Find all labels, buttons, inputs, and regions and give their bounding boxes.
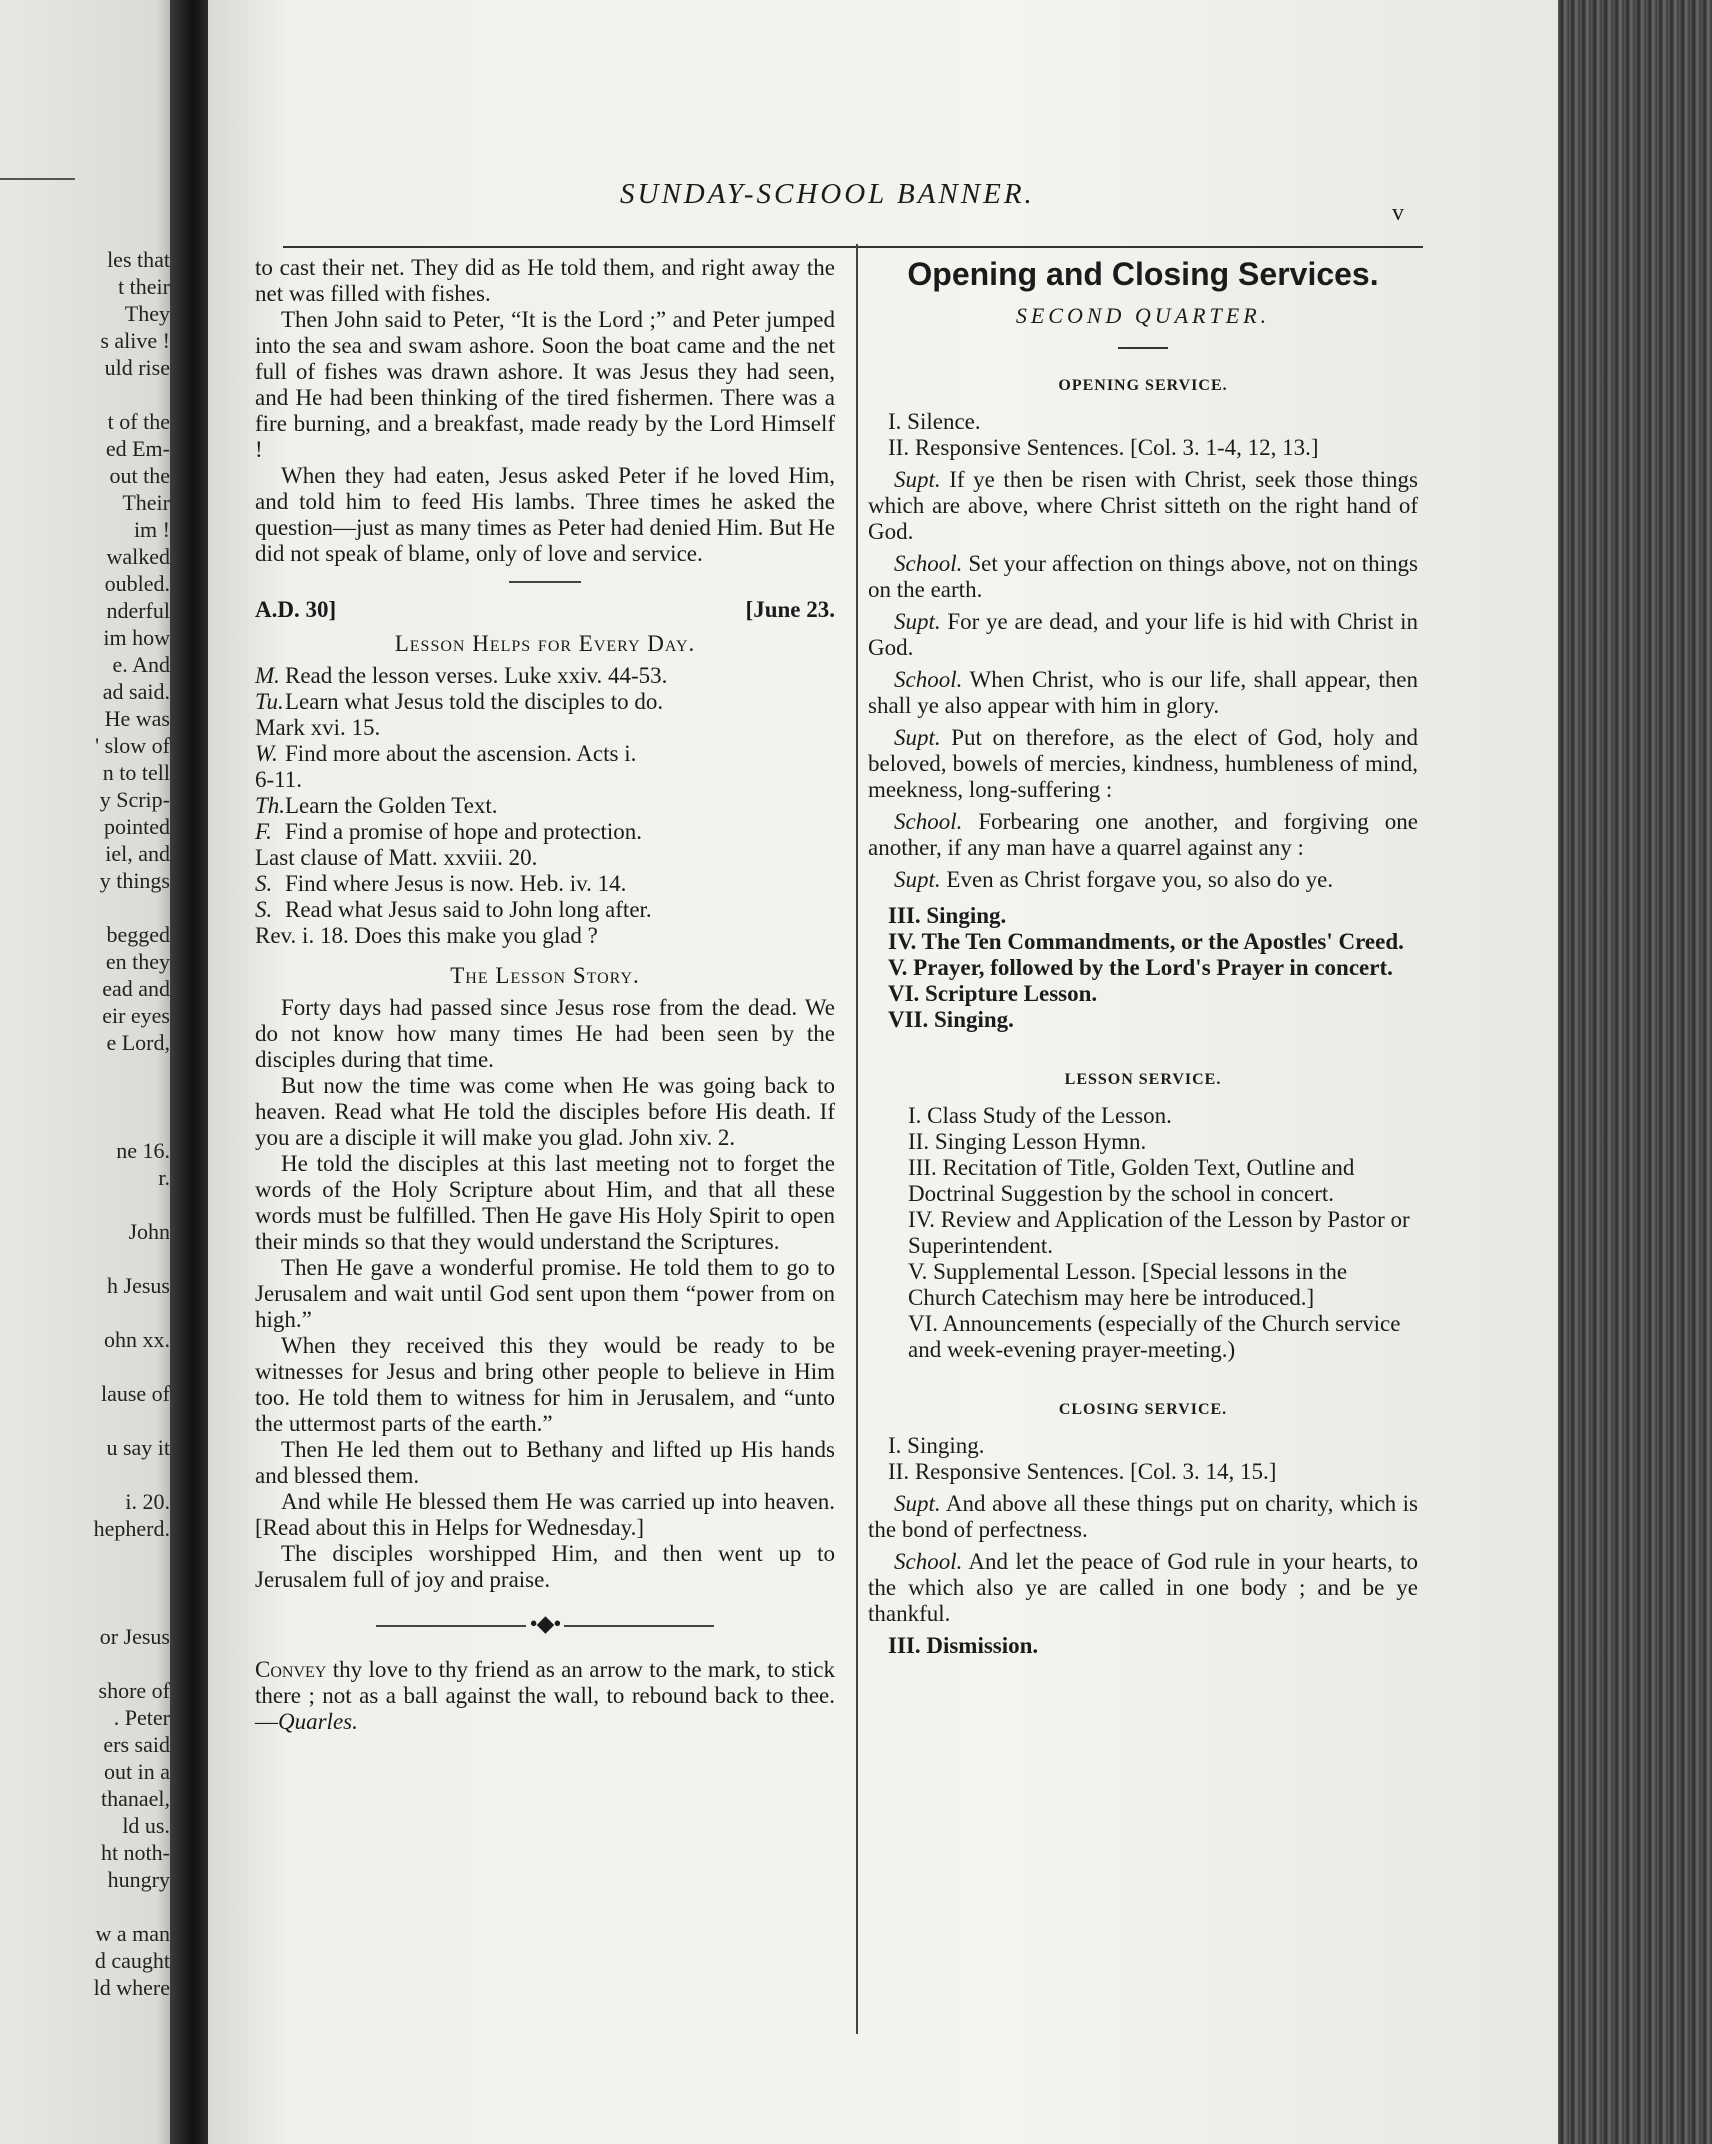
- facing-page-line: shore of: [98, 1678, 170, 1703]
- quote-author: Quarles.: [278, 1709, 358, 1734]
- facing-page-line: [20, 1056, 170, 1083]
- quote-lead: Convey: [255, 1657, 327, 1682]
- response-text: Set your affection on things above, not on things on the earth.: [868, 551, 1418, 602]
- facing-page-line: e Lord,: [106, 1030, 170, 1055]
- response-text: And above all these things put on charity, which is the bond of perfectness.: [868, 1491, 1418, 1542]
- lesson-item: II. Singing Lesson Hymn.: [908, 1129, 1147, 1154]
- facing-page-line: out in a: [104, 1759, 170, 1784]
- response-speaker: School.: [894, 1549, 963, 1574]
- response-line: [868, 609, 1418, 661]
- response-text: And let the peace of God rule in your hearts, to the which also ye are called in one body ; and be ye thankful.: [868, 1549, 1418, 1626]
- lesson-service-heading: LESSON SERVICE.: [1064, 1071, 1222, 1088]
- left-column: [255, 255, 835, 1735]
- facing-page-line: They: [124, 301, 170, 326]
- facing-page-rule: [0, 178, 75, 180]
- story-paragraph: When they had eaten, Jesus asked Peter if he loved Him, and told him to feed His lambs. Three times he asked the question—just as many times as Peter had denied Him. But He did not speak of blame, only of love and service.: [255, 463, 835, 566]
- facing-page-line: [20, 1650, 170, 1677]
- facing-page-line: [20, 1083, 170, 1110]
- story-paragraph: Then John said to Peter, “It is the Lord ;” and Peter jumped into the sea and swam ashore. Soon the boat came and the net full of fishes was drawn ashore. It was Jesus they had seen, and He had been thinking of the tired fishermen. There was a fire burning, and a breakfast, made ready by the Lord Himself !: [255, 307, 835, 462]
- facing-page-line: r.: [158, 1165, 170, 1190]
- help-text: Read the lesson verses. Luke xxiv. 44-53.: [285, 663, 668, 688]
- story-paragraph: And while He blessed them He was carried up into heaven. [Read about this in Helps for Wednesday.]: [255, 1489, 835, 1540]
- story-heading: The Lesson Story.: [450, 963, 640, 988]
- lesson-items: [868, 1103, 1418, 1363]
- facing-page-line: ld where: [93, 1975, 170, 2000]
- response-speaker: Supt.: [894, 867, 941, 892]
- help-day: Tu.: [255, 689, 284, 714]
- response-text: When Christ, who is our life, shall appear, then shall ye also appear with him in glory.: [868, 667, 1418, 718]
- lesson-date: [255, 597, 835, 623]
- opening-service-heading: OPENING SERVICE.: [1058, 377, 1228, 394]
- opening-item: IV. The Ten Commandments, or the Apostles' Creed.: [888, 929, 1404, 954]
- facing-page-line: [20, 1596, 170, 1623]
- story-paragraph: But now the time was come when He was going back to heaven. Read what He told the disciples before His death. If you are a disciple it will make you glad. John xiv. 2.: [255, 1073, 835, 1150]
- help-item: [255, 793, 835, 819]
- help-day: Th.: [255, 793, 286, 818]
- facing-page: [0, 0, 170, 2144]
- help-day: F.: [255, 819, 272, 844]
- services-title: Opening and Closing Services.: [907, 256, 1379, 292]
- help-text: Read what Jesus said to John long after.: [285, 897, 652, 922]
- facing-page-line: iel, and: [105, 841, 170, 866]
- ornament-divider: •◆•: [255, 1611, 835, 1637]
- help-item-continued: Mark xvi. 15.: [255, 715, 381, 740]
- facing-page-line: lause of: [100, 1381, 170, 1406]
- facing-page-line: im !: [133, 517, 170, 542]
- response-line: [868, 467, 1418, 545]
- closing-item: II. Responsive Sentences. [Col. 3. 14, 15.]: [888, 1459, 1277, 1484]
- facing-page-line: ead and: [102, 976, 170, 1001]
- response-line: [868, 551, 1418, 603]
- facing-page-line: h Jesus: [107, 1273, 170, 1298]
- closing-responses: [868, 1491, 1418, 1627]
- lesson-year: A.D. 30]: [255, 597, 337, 622]
- help-text: Learn the Golden Text.: [285, 793, 498, 818]
- facing-page-line: en they: [105, 949, 170, 974]
- facing-page-line: ed Em-: [105, 436, 170, 461]
- header-rule: [283, 246, 1423, 248]
- help-day: S.: [255, 871, 273, 896]
- book-gutter: [170, 0, 208, 2144]
- opening-responses: [868, 467, 1418, 893]
- facing-page-line: pointed: [104, 814, 170, 839]
- response-text: Forbearing one another, and forgiving one another, if any man have a quarrel against any :: [868, 809, 1418, 860]
- help-item: [255, 819, 835, 845]
- response-line: [868, 809, 1418, 861]
- closing-quote: [255, 1657, 835, 1735]
- response-line: [868, 1549, 1418, 1627]
- lesson-item: III. Recitation of Title, Golden Text, Outline and Doctrinal Suggestion by the school in concert.: [908, 1155, 1355, 1206]
- help-text: Find more about the ascension. Acts i.: [285, 741, 637, 766]
- lesson-item: I. Class Study of the Lesson.: [908, 1103, 1172, 1128]
- helps-heading: Lesson Helps for Every Day.: [394, 631, 696, 656]
- facing-page-line: uld rise: [104, 355, 170, 380]
- help-text: Learn what Jesus told the disciples to do.: [285, 689, 664, 714]
- services-subtitle: SECOND QUARTER.: [1015, 303, 1271, 328]
- help-text: Find a promise of hope and protection.: [285, 819, 643, 844]
- section-separator: [509, 581, 581, 583]
- response-line: [868, 1491, 1418, 1543]
- response-speaker: Supt.: [894, 609, 941, 634]
- facing-page-line: [20, 1110, 170, 1137]
- help-item: [255, 897, 835, 923]
- help-day: M.: [255, 663, 280, 688]
- helps-list: [255, 663, 835, 949]
- facing-page-line: [20, 1542, 170, 1569]
- facing-page-line: ers said: [103, 1732, 170, 1757]
- facing-page-line: u say it: [106, 1435, 170, 1460]
- page-number: v: [1392, 200, 1404, 226]
- help-text: Find where Jesus is now. Heb. iv. 14.: [285, 871, 627, 896]
- response-speaker: Supt.: [894, 1491, 941, 1516]
- response-line: [868, 867, 1418, 893]
- facing-page-line: Their: [122, 490, 170, 515]
- story-paragraph: Then He led them out to Bethany and lifted up His hands and blessed them.: [255, 1437, 835, 1488]
- story-paragraph: Forty days had passed since Jesus rose from the dead. We do not know how many times He had been seen by the disciples during that time.: [255, 995, 835, 1072]
- story-paragraph: Then He gave a wonderful promise. He told them to go to Jerusalem and wait until God sent upon them “power from on high.”: [255, 1255, 835, 1332]
- response-text: Put on therefore, as the elect of God, holy and beloved, bowels of mercies, kindness, humbleness of mind, meekness, long-suffering :: [868, 725, 1418, 802]
- help-item: [255, 741, 835, 767]
- help-item: [255, 689, 835, 715]
- facing-page-line: ht noth-: [100, 1840, 170, 1865]
- closing-items: [868, 1433, 1418, 1485]
- response-speaker: School.: [894, 667, 963, 692]
- facing-page-line: n to tell: [102, 760, 170, 785]
- opening-item: VII. Singing.: [888, 1007, 1014, 1032]
- response-speaker: Supt.: [894, 467, 941, 492]
- facing-page-line: s alive !: [100, 328, 170, 353]
- facing-page-line: oubled.: [104, 571, 170, 596]
- facing-page-line: w a man: [95, 1921, 170, 1946]
- facing-page-line: im how: [103, 625, 170, 650]
- opening-item: II. Responsive Sentences. [Col. 3. 1-4, 12, 13.]: [888, 435, 1319, 460]
- help-item: [255, 871, 835, 897]
- story-paragraph: to cast their net. They did as He told them, and right away the net was filled with fishes.: [255, 255, 835, 306]
- facing-page-line: [20, 381, 170, 408]
- facing-page-line: [20, 894, 170, 921]
- response-speaker: School.: [894, 551, 963, 576]
- help-day: W.: [255, 741, 278, 766]
- response-text: For ye are dead, and your life is hid with Christ in God.: [868, 609, 1418, 660]
- story-paragraph: When they received this they would be ready to be witnesses for Jesus and bring other people to believe in Him too. He told them to witness for him in Jerusalem, and “unto the uttermost parts of the earth.”: [255, 1333, 835, 1436]
- facing-page-line: i. 20.: [125, 1489, 170, 1514]
- facing-page-line: t of the: [107, 409, 170, 434]
- facing-page-line: [20, 1407, 170, 1434]
- lesson-item: VI. Announcements (especially of the Church service and week-evening prayer-meeting.): [908, 1311, 1401, 1362]
- facing-page-line: . Peter: [113, 1705, 170, 1730]
- facing-page-line: e. And: [112, 652, 170, 677]
- opening-item: VI. Scripture Lesson.: [888, 981, 1098, 1006]
- facing-page-line: He was: [104, 706, 170, 731]
- page-stack-edge: [1558, 0, 1712, 2144]
- opening-item: I. Silence.: [888, 409, 981, 434]
- facing-page-line: nderful: [106, 598, 170, 623]
- facing-page-line: t their: [118, 274, 170, 299]
- title-rule: [1118, 347, 1168, 349]
- facing-page-line: [20, 1191, 170, 1218]
- facing-page-line: ne 16.: [116, 1138, 170, 1163]
- story-paragraph: The disciples worshipped Him, and then went up to Jerusalem full of joy and praise.: [255, 1541, 835, 1592]
- column-rule: [856, 244, 858, 2034]
- facing-page-line: hungry: [107, 1867, 170, 1892]
- facing-page-line: [20, 1569, 170, 1596]
- facing-page-line: hepherd.: [93, 1516, 170, 1541]
- facing-page-line: walked: [106, 544, 170, 569]
- facing-page-line: [20, 1299, 170, 1326]
- facing-page-line: y things: [99, 868, 170, 893]
- response-speaker: School.: [894, 809, 963, 834]
- response-text: If ye then be risen with Christ, seek those things which are above, where Christ sitteth on the right hand of God.: [868, 467, 1418, 544]
- facing-page-line: or Jesus: [99, 1624, 170, 1649]
- facing-page-line: ld us.: [122, 1813, 170, 1838]
- facing-page-line: les that: [107, 247, 170, 272]
- lesson-day: [June 23.: [745, 597, 835, 622]
- opening-item: V. Prayer, followed by the Lord's Prayer in concert.: [888, 955, 1393, 980]
- facing-page-text: [20, 246, 170, 2001]
- facing-page-line: out the: [109, 463, 170, 488]
- facing-page-line: [20, 1245, 170, 1272]
- running-title: SUNDAY-SCHOOL BANNER.: [620, 178, 1035, 210]
- help-item-continued: 6-11.: [255, 767, 303, 792]
- facing-page-line: eir eyes: [102, 1003, 170, 1028]
- lesson-item: IV. Review and Application of the Lesson by Pastor or Superintendent.: [908, 1207, 1410, 1258]
- help-day: S.: [255, 897, 273, 922]
- lesson-story: [255, 995, 835, 1593]
- facing-page-line: thanael,: [100, 1786, 170, 1811]
- quote-body: thy love to thy friend as an arrow to the mark, to stick there ; not as a ball against the wall, to rebound back to thee.—: [255, 1657, 835, 1734]
- facing-page-line: John: [128, 1219, 170, 1244]
- help-item-continued: Last clause of Matt. xxviii. 20.: [255, 845, 538, 870]
- facing-page-line: [20, 1893, 170, 1920]
- opening-items-after: [868, 903, 1418, 1033]
- facing-page-line: d caught: [94, 1948, 170, 1973]
- facing-page-line: [20, 1353, 170, 1380]
- response-line: [868, 667, 1418, 719]
- facing-page-line: ' slow of: [95, 733, 170, 758]
- closing-service-heading: CLOSING SERVICE.: [1058, 1401, 1228, 1418]
- story-paragraph: He told the disciples at this last meeting not to forget the words of the Holy Scripture about Him, and that all these words must be fulfilled. Then He gave His Holy Spirit to open their minds so that they would understand the Scriptures.: [255, 1151, 835, 1254]
- response-line: [868, 725, 1418, 803]
- opening-item: III. Singing.: [888, 903, 1007, 928]
- opening-items: [868, 409, 1418, 461]
- lesson-item: V. Supplemental Lesson. [Special lessons in the Church Catechism may here be introduced.]: [908, 1259, 1348, 1310]
- facing-page-line: [20, 1461, 170, 1488]
- story-continued: [255, 255, 835, 567]
- facing-page-line: ohn xx.: [104, 1327, 170, 1352]
- response-speaker: Supt.: [894, 725, 941, 750]
- help-item: [255, 663, 835, 689]
- response-text: Even as Christ forgave you, so also do ye.: [940, 867, 1334, 892]
- closing-item: I. Singing.: [888, 1433, 985, 1458]
- dismissal: III. Dismission.: [888, 1633, 1039, 1658]
- right-column: [868, 255, 1418, 1659]
- help-item-continued: Rev. i. 18. Does this make you glad ?: [255, 923, 598, 948]
- facing-page-line: ad said.: [102, 679, 170, 704]
- facing-page-line: y Scrip-: [99, 787, 170, 812]
- facing-page-line: begged: [106, 922, 170, 947]
